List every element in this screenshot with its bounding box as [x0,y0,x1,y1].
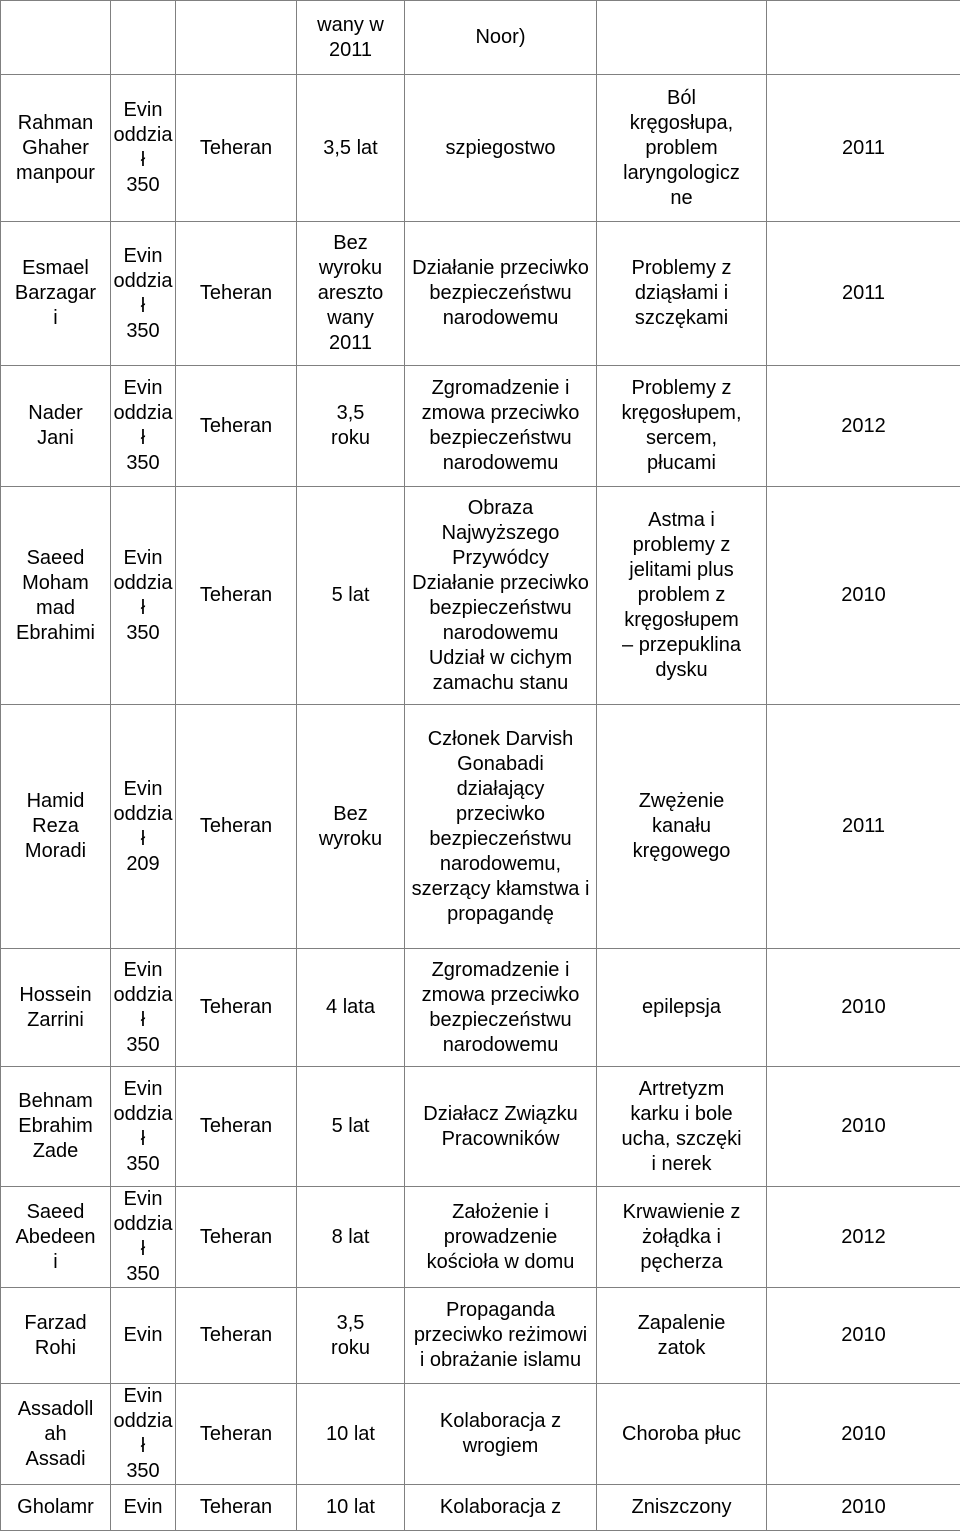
cell-prison: Evin [111,1288,176,1384]
cell-empty [767,1,960,75]
cell-name: Behnam Ebrahim Zade [1,1067,111,1187]
cell-sentence: 8 lat [297,1187,405,1288]
table-row [1,366,960,487]
cell-sentence: Bez wyroku [297,705,405,949]
cell-sentence: 3,5 roku [297,1288,405,1384]
cell-sentence: Bez wyroku areszto wany 2011 [297,222,405,366]
cell-health: Astma i problemy z jelitami plus problem z kręgosłupem – przepuklina dysku [597,487,767,705]
cell-sentence: 3,5 roku [297,366,405,487]
table-row [1,1288,960,1384]
cell-sentence: 3,5 lat [297,75,405,222]
cell-name: Assadoll ah Assadi [1,1384,111,1485]
cell-city: Teheran [176,1288,297,1384]
cell-city: Teheran [176,222,297,366]
cell-city: Teheran [176,705,297,949]
cell-prison: Evin oddział 350 [111,1067,176,1187]
cell-health: Problemy z dziąsłami i szczękami [597,222,767,366]
table-row [1,487,960,705]
cell-empty [176,1,297,75]
cell-city: Teheran [176,1485,297,1531]
cell-health: Choroba płuc [597,1384,767,1485]
cell-year: 2010 [767,949,960,1067]
cell-prison: Evin oddział 350 [111,366,176,487]
table-row [1,705,960,949]
cell-prison: Evin [111,1485,176,1531]
cell-prison: Evin oddział 350 [111,75,176,222]
cell-city: Teheran [176,75,297,222]
cell-year: 2010 [767,1384,960,1485]
cell-sentence: 5 lat [297,487,405,705]
cell-sentence: 4 lata [297,949,405,1067]
cell-sentence: 5 lat [297,1067,405,1187]
cell-city: Teheran [176,487,297,705]
cell-charge: Członek Darvish Gonabadi działający przeciwko bezpieczeństwu narodowemu, szerzący kłamstwa i propagandę [405,705,597,949]
cell-charge: Działanie przeciwko bezpieczeństwu narodowemu [405,222,597,366]
cell-year: 2010 [767,487,960,705]
cell-year: 2010 [767,1485,960,1531]
cell-year: 2010 [767,1067,960,1187]
cell-charge: Zgromadzenie i zmowa przeciwko bezpieczeństwu narodowemu [405,366,597,487]
cell-health: Artretyzm karku i bole ucha, szczęki i nerek [597,1067,767,1187]
cell-charge: Działacz Związku Pracowników [405,1067,597,1187]
cell-year: 2011 [767,222,960,366]
cell-city: Teheran [176,1067,297,1187]
cell-sentence: 10 lat [297,1384,405,1485]
cell-health: Ból kręgosłupa, problem laryngologicz ne [597,75,767,222]
cell-year: 2012 [767,366,960,487]
cell-prison: Evin oddział 350 [111,1187,176,1288]
cell-charge: Kolaboracja z [405,1485,597,1531]
cell-charge: szpiegostwo [405,75,597,222]
cell-city: Teheran [176,949,297,1067]
cell-year: 2011 [767,705,960,949]
cell-prison: Evin oddział 350 [111,222,176,366]
table-row [1,1384,960,1485]
cell-name: Hossein Zarrini [1,949,111,1067]
cell-prison: Evin oddział 350 [111,949,176,1067]
cell-health: Problemy z kręgosłupem, sercem, płucami [597,366,767,487]
cell-year: 2011 [767,75,960,222]
cell-health: Zniszczony [597,1485,767,1531]
cell-charge-fragment: Noor) [405,1,597,75]
cell-city: Teheran [176,366,297,487]
cell-charge: Kolaboracja z wrogiem [405,1384,597,1485]
cell-charge: Obraza Najwyższego Przywódcy Działanie przeciwko bezpieczeństwu narodowemu Udział w cichym zamachu stanu [405,487,597,705]
cell-prison: Evin oddział 350 [111,487,176,705]
cell-city: Teheran [176,1187,297,1288]
table-row [1,1485,960,1531]
cell-charge: Propaganda przeciwko reżimowi i obrażanie islamu [405,1288,597,1384]
cell-name: Esmael Barzagar i [1,222,111,366]
cell-name: Rahman Ghaher manpour [1,75,111,222]
cell-name: Gholamr [1,1485,111,1531]
cell-health: Zwężenie kanału kręgowego [597,705,767,949]
cell-health: epilepsja [597,949,767,1067]
table-row [1,1067,960,1187]
cell-year: 2012 [767,1187,960,1288]
cell-prison: Evin oddział 209 [111,705,176,949]
cell-name: Nader Jani [1,366,111,487]
table-row [1,1187,960,1288]
cell-empty [111,1,176,75]
cell-prison: Evin oddział 350 [111,1384,176,1485]
cell-charge: Zgromadzenie i zmowa przeciwko bezpieczeństwu narodowemu [405,949,597,1067]
cell-name: Hamid Reza Moradi [1,705,111,949]
cell-empty [1,1,111,75]
cell-health: Krwawienie z żołądka i pęcherza [597,1187,767,1288]
cell-year: 2010 [767,1288,960,1384]
cell-health: Zapalenie zatok [597,1288,767,1384]
table-row-partial-top [1,1,960,75]
cell-name: Farzad Rohi [1,1288,111,1384]
cell-city: Teheran [176,1384,297,1485]
cell-sentence: 10 lat [297,1485,405,1531]
table-row [1,222,960,366]
table-row [1,75,960,222]
table-row [1,949,960,1067]
cell-charge: Założenie i prowadzenie kościoła w domu [405,1187,597,1288]
cell-name: Saeed Moham mad Ebrahimi [1,487,111,705]
cell-name: Saeed Abedeen i [1,1187,111,1288]
cell-sentence-fragment: wany w 2011 [297,1,405,75]
cell-empty [597,1,767,75]
